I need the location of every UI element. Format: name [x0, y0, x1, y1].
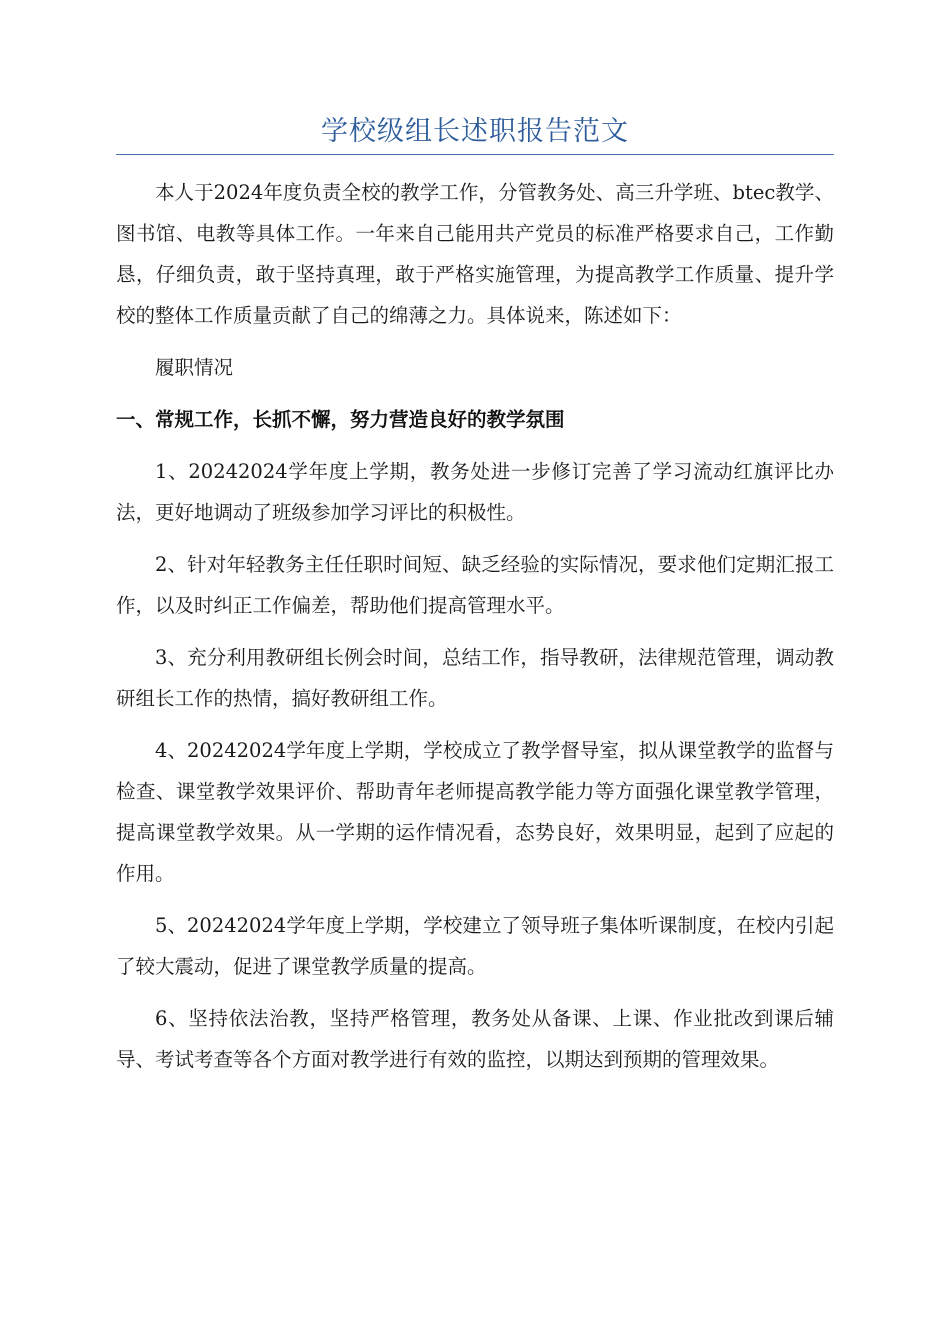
section-heading: 一、常规工作，长抓不懈，努力营造良好的教学氛围	[116, 408, 565, 431]
list-item: 3、充分利用教研组长例会时间，总结工作，指导教研，法律规范管理，调动教研组长工作的热情，搞好教研组工作。	[116, 646, 834, 710]
list-item: 6、坚持依法治教，坚持严格管理，教务处从备课、上课、作业批改到课后辅导、考试考查等各个方面对教学进行有效的监控，以期达到预期的管理效果。	[116, 1007, 834, 1071]
document-title: 学校级组长述职报告范文	[321, 116, 629, 147]
list-item: 1、20242024学年度上学期，教务处进一步修订完善了学习流动红旗评比办法，更好地调动了班级参加学习评比的积极性。	[116, 460, 834, 524]
document-body	[116, 172, 834, 1091]
list-item: 5、20242024学年度上学期，学校建立了领导班子集体听课制度，在校内引起了较大震动，促进了课堂教学质量的提高。	[116, 914, 834, 978]
list-item: 2、针对年轻教务主任任职时间短、缺乏经验的实际情况，要求他们定期汇报工作，以及时纠正工作偏差，帮助他们提高管理水平。	[116, 553, 834, 617]
title-underline	[116, 154, 834, 155]
section-label: 履职情况	[155, 356, 234, 379]
intro-paragraph: 本人于2024年度负责全校的教学工作，分管教务处、高三升学班、btec教学、图书馆、电教等具体工作。一年来自己能用共产党员的标准严格要求自己，工作勤恳，仔细负责，敢于坚持真理，敢于严格实施管理，为提高教学工作质量、提升学校的整体工作质量贡献了自己的绵薄之力。具体说来，陈述如下：	[116, 181, 834, 327]
list-item: 4、20242024学年度上学期，学校成立了教学督导室，拟从课堂教学的监督与检查、课堂教学效果评价、帮助青年老师提高教学能力等方面强化课堂教学管理，提高课堂教学效果。从一学期的运作情况看，态势良好，效果明显，起到了应起的作用。	[116, 739, 834, 885]
